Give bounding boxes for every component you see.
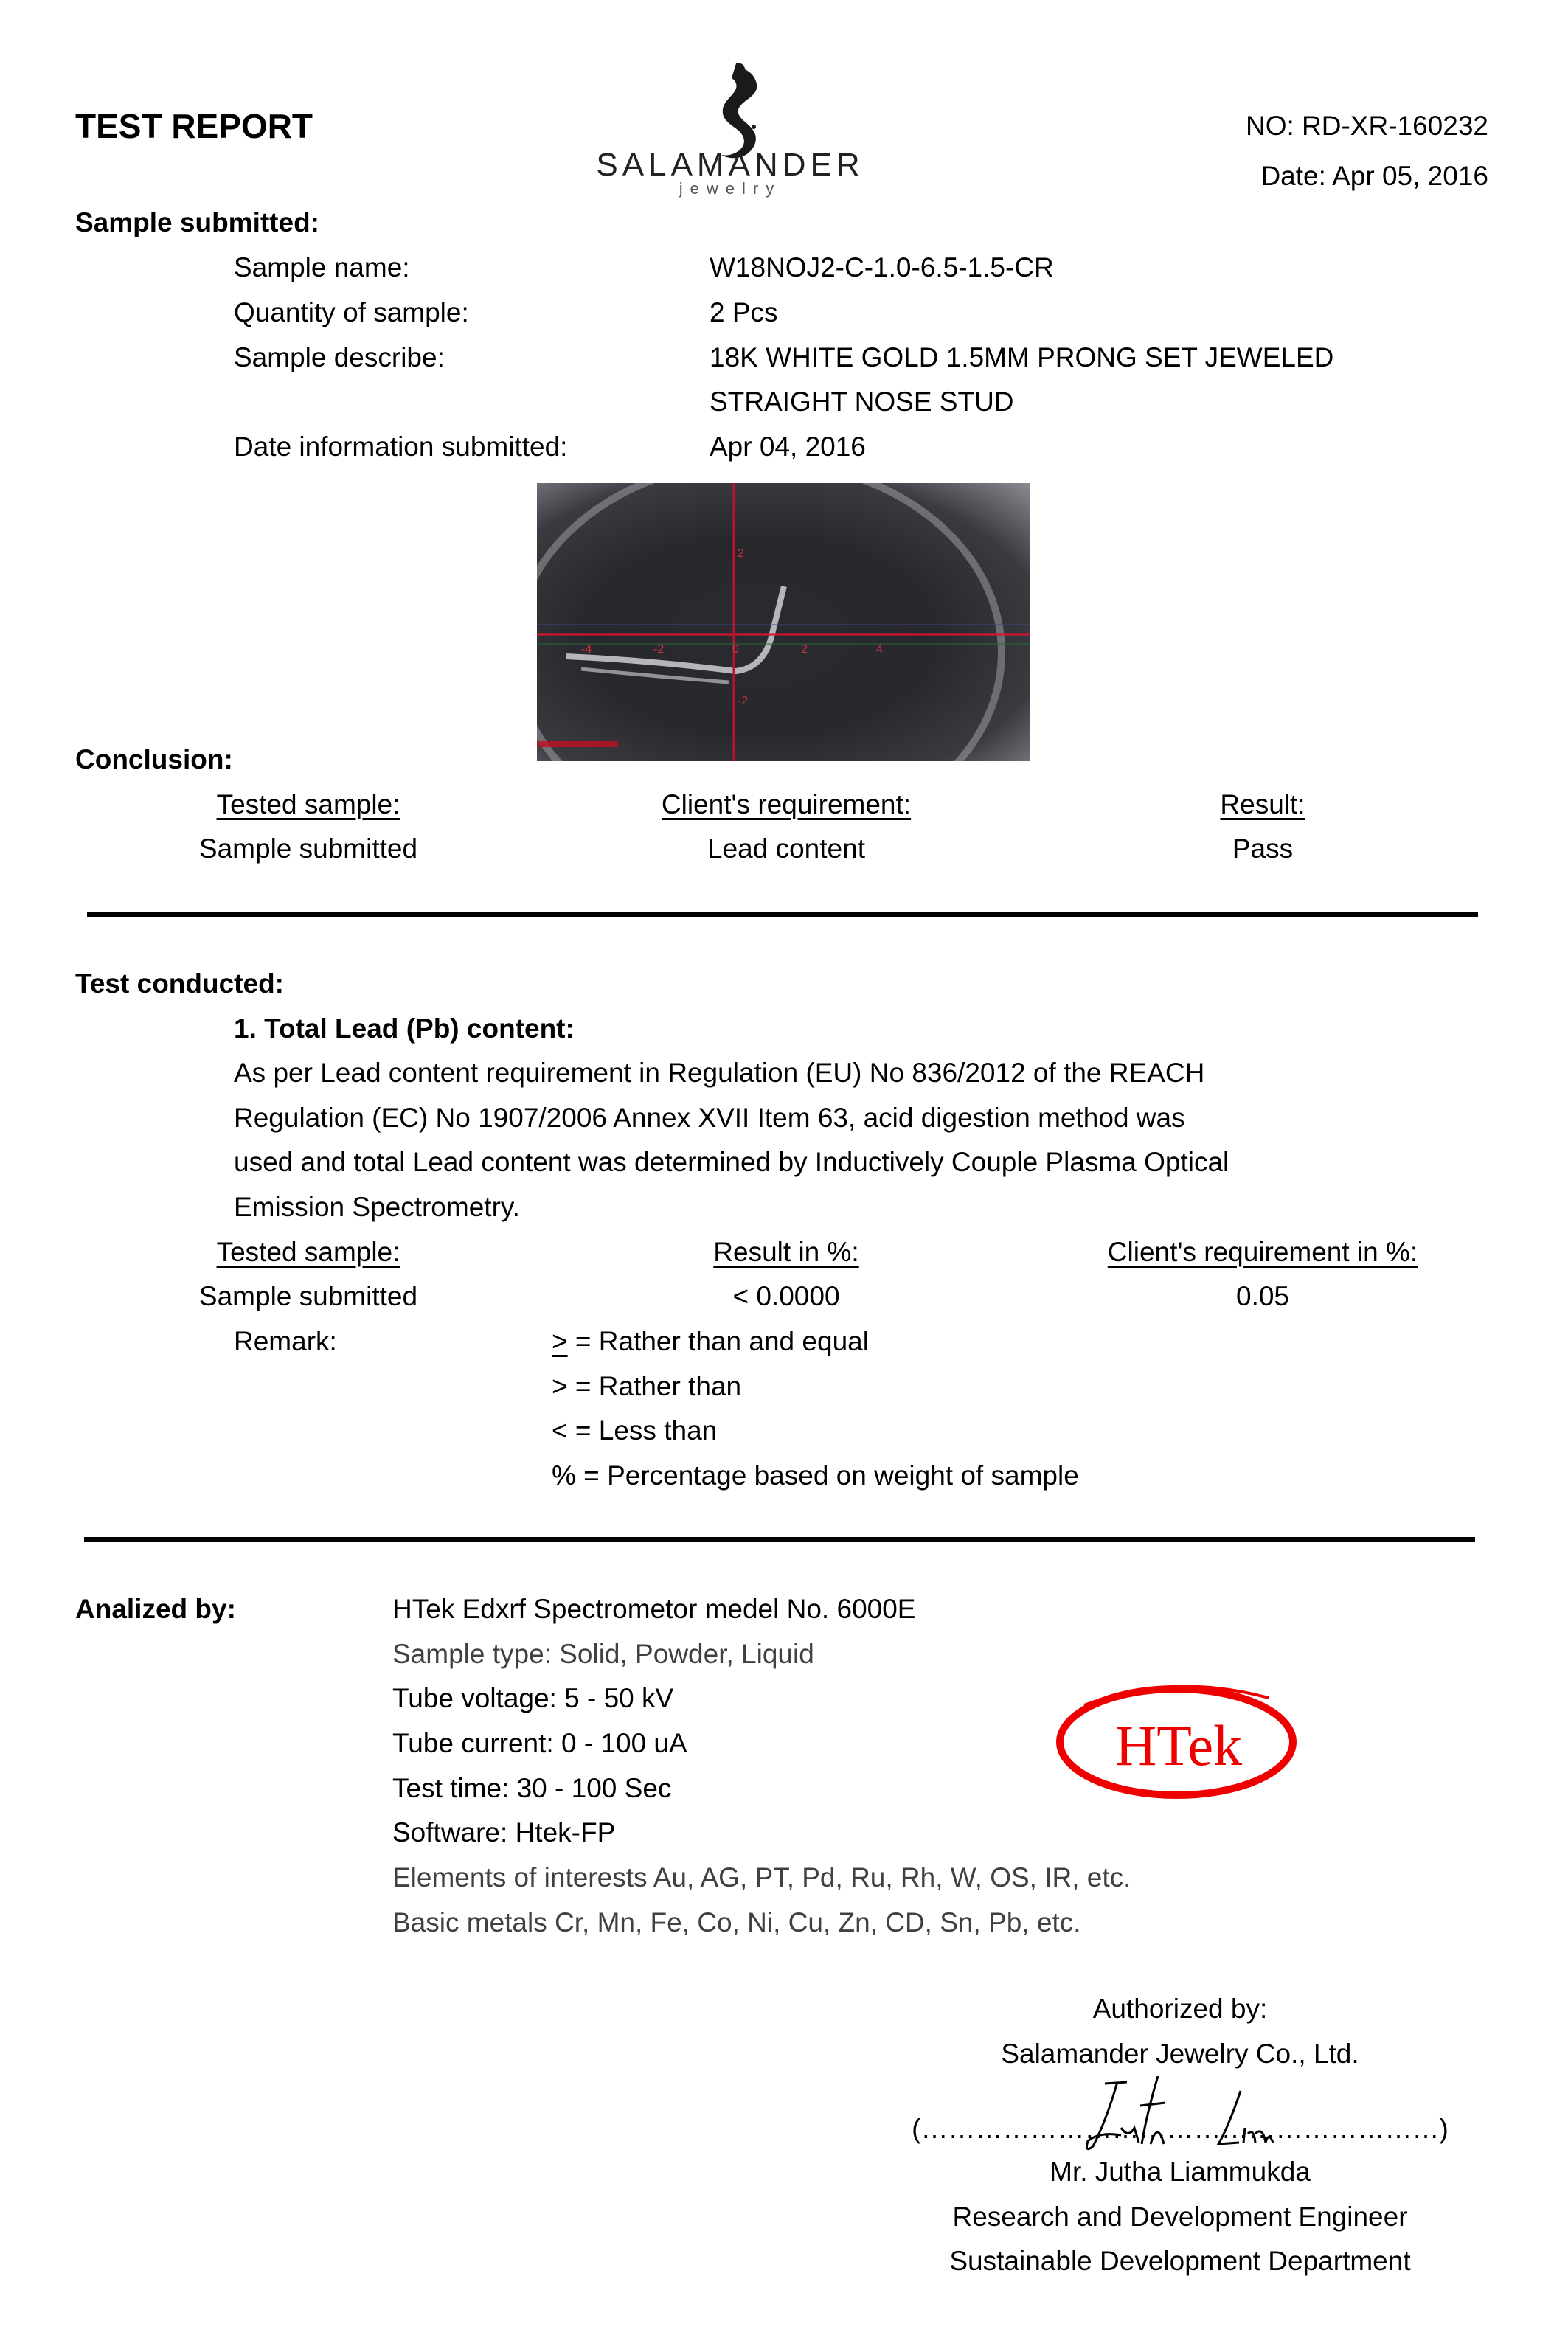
- signature-line: (…………………………………………………): [912, 2114, 1449, 2144]
- analyzer-line: Test time: 30 - 100 Sec: [392, 1773, 672, 1803]
- htek-logo: [1047, 1676, 1305, 1805]
- scale-label: -4: [581, 643, 592, 656]
- nose-stud-shape: [566, 586, 784, 671]
- authorized-by-label: Authorized by:: [1092, 1994, 1268, 2024]
- brand-sub: jewelry: [679, 179, 782, 198]
- remark-item: [552, 1328, 869, 1355]
- remark-text: = Less than: [567, 1415, 718, 1446]
- conclusion-tested-sample: Sample submitted: [198, 833, 418, 864]
- remark-item: [552, 1373, 741, 1400]
- salamander-logo: [568, 58, 892, 198]
- field-value: 2 Pcs: [710, 297, 778, 327]
- remark-symbol: >: [552, 1326, 568, 1356]
- report-number: NO: RD-XR-160232: [1245, 111, 1488, 141]
- report-title: TEST REPORT: [75, 107, 313, 145]
- test-description-line: As per Lead content requirement in Regulation (EU) No 836/2012 of the REACH: [234, 1058, 1205, 1088]
- remark-text: = Rather than and equal: [567, 1326, 869, 1356]
- sample-photo: [537, 483, 1030, 761]
- analyzer-line: Tube current: 0 - 100 uA: [392, 1728, 687, 1758]
- test-description-line: Emission Spectrometry.: [234, 1192, 520, 1222]
- analyzer-line: Software: Htek-FP: [392, 1817, 616, 1848]
- remark-item: [552, 1462, 1079, 1489]
- analyzer-line: Basic metals Cr, Mn, Fe, Co, Ni, Cu, Zn, CD, Sn, Pb, etc.: [392, 1907, 1081, 1938]
- field-value-continued: STRAIGHT NOSE STUD: [710, 386, 1014, 417]
- section-divider: [84, 1537, 1475, 1542]
- remark-item: [552, 1417, 717, 1444]
- scale-label: 4: [876, 643, 883, 656]
- scale-label: 2: [801, 643, 808, 656]
- authorized-company: Salamander Jewelry Co., Ltd.: [1001, 2039, 1359, 2069]
- field-label: Date information submitted:: [234, 431, 568, 462]
- salamander-icon: [721, 63, 757, 158]
- test-description-line: Regulation (EC) No 1907/2006 Annex XVII Item 63, acid digestion method was: [234, 1103, 1185, 1133]
- conclusion-col-result: Result:: [1220, 789, 1305, 819]
- scale-label: -2: [738, 695, 749, 707]
- conclusion-requirement: Lead content: [707, 833, 865, 864]
- brand-name: SALAMANDER: [596, 147, 864, 183]
- htek-logo-text: HTek: [1114, 1713, 1243, 1777]
- remark-text: = Percentage based on weight of sample: [575, 1460, 1079, 1491]
- field-label: Sample describe:: [234, 342, 445, 372]
- sample-submitted-heading: Sample submitted:: [75, 207, 319, 237]
- remark-label: Remark:: [234, 1326, 337, 1356]
- result-col-tested-sample: Tested sample:: [216, 1237, 400, 1267]
- field-value: 18K WHITE GOLD 1.5MM PRONG SET JEWELED: [710, 342, 1334, 372]
- field-value: W18NOJ2-C-1.0-6.5-1.5-CR: [710, 252, 1054, 282]
- scale-label: -2: [653, 643, 665, 656]
- analyzer-line: Sample type: Solid, Powder, Liquid: [392, 1639, 814, 1669]
- field-value: Apr 04, 2016: [710, 431, 866, 462]
- analyzed-by-label: Analized by:: [75, 1594, 236, 1624]
- section-divider: [87, 912, 1478, 917]
- analyzer-line: HTek Edxrf Spectrometor medel No. 6000E: [392, 1594, 916, 1624]
- signer-department: Sustainable Development Department: [949, 2246, 1411, 2276]
- field-label: Sample name:: [234, 252, 410, 282]
- analyzer-line: Tube voltage: 5 - 50 kV: [392, 1683, 674, 1713]
- test-conducted-heading: Test conducted:: [75, 968, 284, 999]
- remark-symbol: %: [552, 1460, 576, 1491]
- field-label: Quantity of sample:: [234, 297, 469, 327]
- remark-symbol: <: [552, 1415, 568, 1446]
- analyzer-line: Elements of interests Au, AG, PT, Pd, Ru, Rh, W, OS, IR, etc.: [392, 1862, 1131, 1893]
- test-item-title: 1. Total Lead (Pb) content:: [234, 1013, 575, 1044]
- test-description-line: used and total Lead content was determined by Inductively Couple Plasma Optical: [234, 1147, 1229, 1177]
- conclusion-heading: Conclusion:: [75, 744, 233, 774]
- report-date: Date: Apr 05, 2016: [1260, 161, 1488, 191]
- scale-label: 2: [738, 547, 744, 560]
- conclusion-col-tested-sample: Tested sample:: [216, 789, 400, 819]
- remark-text: = Rather than: [567, 1371, 742, 1401]
- conclusion-result: Pass: [1232, 833, 1294, 864]
- result-col-requirement: Client's requirement in %:: [1107, 1237, 1418, 1267]
- result-tested-sample: Sample submitted: [198, 1281, 418, 1311]
- signer-title: Research and Development Engineer: [952, 2202, 1408, 2232]
- conclusion-col-requirement: Client's requirement:: [661, 789, 912, 819]
- remark-symbol: >: [552, 1371, 568, 1401]
- result-col-percent: Result in %:: [713, 1237, 859, 1267]
- scale-label: 0: [732, 643, 739, 656]
- result-requirement: 0.05: [1235, 1281, 1290, 1311]
- result-value: < 0.0000: [732, 1281, 840, 1311]
- signer-name: Mr. Jutha Liammukda: [1050, 2157, 1311, 2187]
